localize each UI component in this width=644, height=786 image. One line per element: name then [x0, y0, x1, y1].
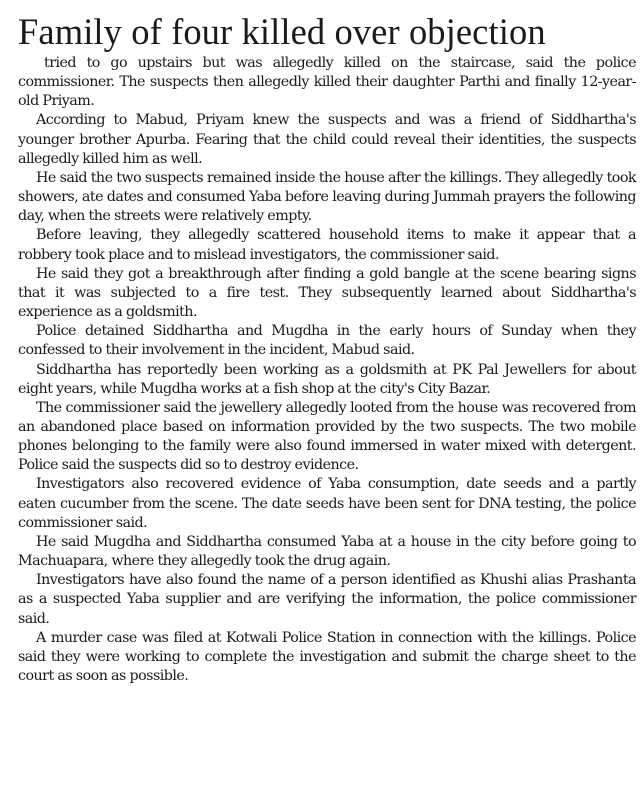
article-paragraph: Investigators also recovered evidence of Yaba consumption, date seeds and a partly eaten cucumber from the scene. The date seeds have been sent for DNA testing, the police commissioner said.	[18, 476, 636, 531]
article-paragraph: He said Mugdha and Siddhartha consumed Yaba at a house in the city before going to Machuapara, where they allegedly took the drug again.	[18, 533, 636, 570]
article-paragraph: According to Mabud, Priyam knew the suspects and was a friend of Siddhartha's younger brother Apurba. Fearing that the child could reveal their identities, the suspects allegedly killed him as well.	[18, 112, 636, 167]
news-article	[18, 12, 636, 686]
article-paragraph: He said they got a breakthrough after finding a gold bangle at the scene bearing signs that it was subjected to a fire test. They subsequently learned about Siddhartha's experience as a goldsmith.	[18, 265, 636, 321]
article-paragraph: Before leaving, they allegedly scattered household items to make it appear that a robbery took place and to mislead investigators, the commissioner said.	[18, 227, 636, 263]
article-paragraph: A murder case was filed at Kotwali Police Station in connection with the killings. Police said they were working to complete the investigation and submit the charge sheet to the court as soon as possible.	[18, 629, 636, 684]
article-paragraph: Investigators have also found the name of a person identified as Khushi alias Prashanta as a suspected Yaba supplier and are verifying the information, the police commissioner said.	[18, 572, 636, 627]
article-body	[18, 54, 636, 686]
article-paragraph: He said the two suspects remained inside the house after the killings. They allegedly took showers, ate dates and consumed Yaba before leaving during Jummah prayers the following day, when the streets were relatively empty.	[18, 169, 636, 225]
article-headline: Family of four killed over objection	[18, 11, 546, 52]
article-paragraph: Police detained Siddhartha and Mugdha in the early hours of Sunday when they confessed to their involvement in the incident, Mabud said.	[18, 323, 636, 359]
article-paragraph: Siddhartha has reportedly been working as a goldsmith at PK Pal Jewellers for about eight years, while Mugdha works at a fish shop at the city's City Bazar.	[18, 361, 636, 397]
article-paragraph: The commissioner said the jewellery allegedly looted from the house was recovered from an abandoned place based on information provided by the two suspects. The two mobile phones belonging to the family were also found immersed in water mixed with detergent. Police said the suspects did so to destroy evidence.	[18, 399, 636, 474]
article-paragraph: tried to go upstairs but was allegedly killed on the staircase, said the police commissioner. The suspects then allegedly killed their daughter Parthi and finally 12-year-old Priyam.	[18, 55, 636, 110]
